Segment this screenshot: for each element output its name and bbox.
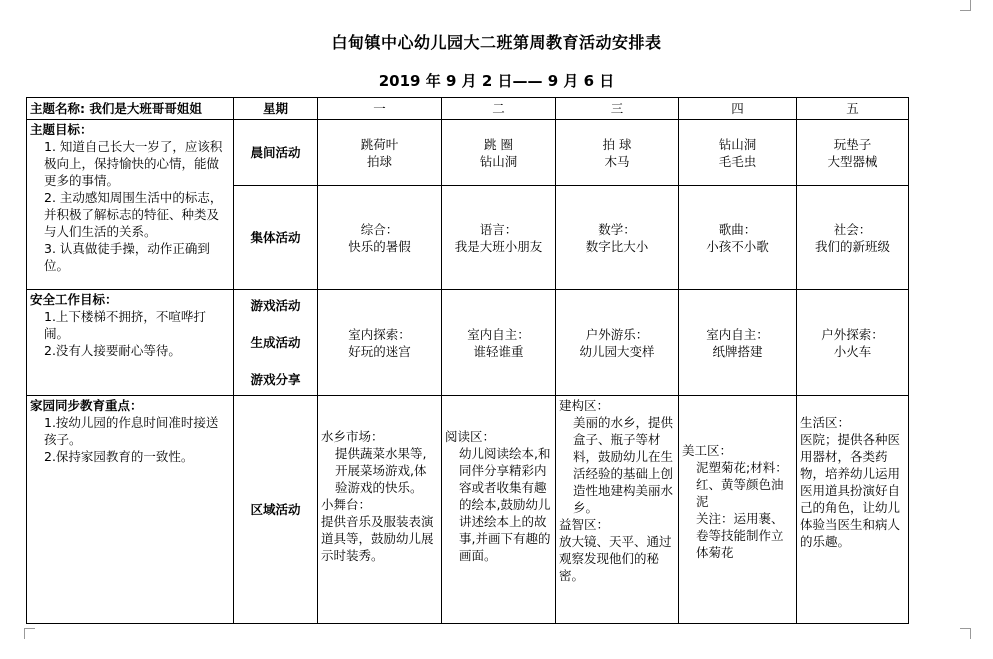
goal-item: 2. 主动感知周围生活中的标志，并积极了解标志的特征、种类及与人们生活的关系。 <box>44 190 223 239</box>
games-label <box>234 290 318 396</box>
activity-line: 小火车 <box>833 343 872 359</box>
crop-mark <box>960 628 971 639</box>
activity-line: 小孩不小歌 <box>706 238 769 254</box>
area-line: 幼儿阅读绘本,和同伴分享精彩内容或者收集有趣的绘本,鼓励幼儿讲述绘本上的故事,并画下有趣的画面。 <box>459 446 551 563</box>
group-fri <box>797 186 909 290</box>
morning-wed <box>556 120 679 186</box>
games-mon <box>318 290 442 396</box>
goals-cell <box>27 120 234 290</box>
area-line: 生活区： <box>800 415 851 430</box>
day-tue: 二 <box>442 98 556 120</box>
morning-fri <box>797 120 909 186</box>
area-line: 泥塑菊花;材料：红、黄等颜色油泥 <box>696 460 788 509</box>
games-fri <box>797 290 909 396</box>
crop-mark <box>960 0 971 11</box>
home-cell <box>27 396 234 624</box>
activity-line: 室内探索： <box>348 326 411 342</box>
safety-title: 安全工作目标： <box>30 292 118 307</box>
area-line: 建构区： <box>559 398 610 413</box>
area-row <box>27 396 909 624</box>
weekday-label: 星期 <box>234 98 318 120</box>
morning-mon <box>318 120 442 186</box>
activity-line: 毛毛虫 <box>718 153 757 169</box>
activity-line: 综合： <box>360 221 399 237</box>
theme-name: 主题名称: 我们是大班哥哥姐姐 <box>27 98 234 120</box>
activity-line: 户外探索： <box>821 326 884 342</box>
activity-line: 室内自主： <box>706 326 769 342</box>
games-row <box>27 290 909 396</box>
group-tue <box>442 186 556 290</box>
activity-line: 室内自主： <box>467 326 530 342</box>
area-label: 区域活动 <box>234 396 318 624</box>
morning-row <box>27 120 909 186</box>
activity-line: 社会： <box>833 221 872 237</box>
crop-mark <box>24 628 35 639</box>
activity-line: 拍球 <box>366 153 392 169</box>
goal-item: 3. 认真做徒手操，动作正确到位。 <box>44 241 210 273</box>
activity-line: 跳 圈 <box>484 136 513 152</box>
area-line: 阅读区： <box>445 429 496 444</box>
games-label-line: 游戏分享 <box>250 372 301 387</box>
home-title: 家园同步教育重点： <box>30 398 143 413</box>
area-line: 医院；提供各种医用器材，各类药物，培养幼儿运用医用道具扮演好自己的角色，让幼儿体验当医生和病人的乐趣。 <box>800 432 901 549</box>
group-mon <box>318 186 442 290</box>
activity-line: 语言： <box>479 221 518 237</box>
area-line: 放大镜、天平、通过观察发现他们的秘密。 <box>559 534 672 583</box>
area-line: 提供蔬菜水果等,开展菜场游戏,体验游戏的快乐。 <box>335 446 427 495</box>
group-thu <box>679 186 797 290</box>
home-item: 2.保持家园教育的一致性。 <box>44 449 194 464</box>
activity-line: 我是大班小朋友 <box>454 238 543 254</box>
area-line: 益智区： <box>559 517 610 532</box>
area-line: 美工区： <box>682 443 733 458</box>
goals-title: 主题目标： <box>30 122 93 137</box>
activity-line: 玩垫子 <box>833 136 872 152</box>
home-item: 1.按幼儿园的作息时间准时接送孩子。 <box>44 415 219 447</box>
safety-item: 1.上下楼梯不拥挤，不喧哗打闹。 <box>44 309 206 341</box>
activity-line: 大型器械 <box>827 153 878 169</box>
area-thu <box>679 396 797 624</box>
activity-line: 木马 <box>604 153 630 169</box>
morning-thu <box>679 120 797 186</box>
area-line: 关注：运用裹、卷等技能制作立体菊花 <box>696 511 784 560</box>
area-mon <box>318 396 442 624</box>
activity-line: 我们的新班级 <box>814 238 890 254</box>
date-range: 2019 年 9 月 2 日—— 9 月 6 日 <box>378 72 615 90</box>
activity-line: 数字比大小 <box>585 238 649 254</box>
schedule-table <box>26 97 909 624</box>
activity-line: 好玩的迷宫 <box>348 343 411 359</box>
area-tue <box>442 396 556 624</box>
area-line: 美丽的水乡，提供盒子、瓶子等材料，鼓励幼儿在生活经验的基础上创造性地建构美丽水乡。 <box>573 415 674 515</box>
area-wed <box>556 396 679 624</box>
day-mon: 一 <box>318 98 442 120</box>
morning-tue <box>442 120 556 186</box>
activity-line: 纸牌搭建 <box>712 343 763 359</box>
activity-line: 歌曲： <box>718 221 757 237</box>
group-wed <box>556 186 679 290</box>
area-line: 小舞台： <box>321 497 372 512</box>
day-wed: 三 <box>556 98 679 120</box>
games-label-line: 生成活动 <box>250 335 301 350</box>
area-line: 水乡市场： <box>321 429 384 444</box>
day-fri: 五 <box>797 98 909 120</box>
safety-item: 2.没有人接要耐心等待。 <box>44 343 181 358</box>
activity-line: 拍 球 <box>602 136 632 152</box>
area-fri <box>797 396 909 624</box>
goal-item: 1. 知道自己长大一岁了，应该积极向上，保持愉快的心情，能做更多的事情。 <box>44 139 223 188</box>
activity-line: 钻山洞 <box>479 153 518 169</box>
activity-line: 幼儿园大变样 <box>579 343 655 359</box>
activity-line: 跳荷叶 <box>360 136 399 152</box>
games-wed <box>556 290 679 396</box>
activity-line: 数学： <box>598 221 636 237</box>
games-thu <box>679 290 797 396</box>
group-label: 集体活动 <box>234 186 318 290</box>
day-thu: 四 <box>679 98 797 120</box>
area-line: 提供音乐及服装表演道具等，鼓励幼儿展示时装秀。 <box>321 514 434 563</box>
games-tue <box>442 290 556 396</box>
games-label-line: 游戏活动 <box>250 298 301 313</box>
morning-label: 晨间活动 <box>234 120 318 186</box>
activity-line: 钻山洞 <box>718 136 757 152</box>
activity-line: 户外游乐： <box>585 326 649 342</box>
safety-cell <box>27 290 234 396</box>
activity-line: 谁轻谁重 <box>473 343 524 359</box>
page-title: 白甸镇中心幼儿园大二班第周教育活动安排表 <box>331 33 662 52</box>
header-row <box>27 98 909 120</box>
activity-line: 快乐的暑假 <box>348 238 411 254</box>
